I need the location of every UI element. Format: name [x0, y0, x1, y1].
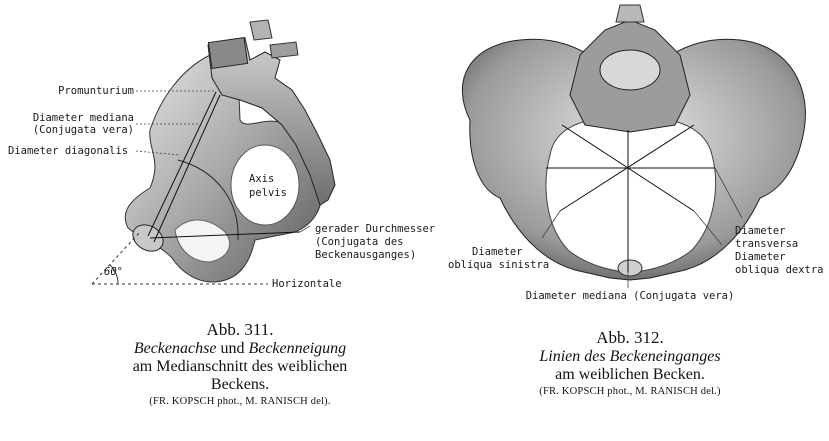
- label-axis: Axis: [249, 173, 275, 185]
- label-diameter-transversa-2: transversa: [735, 238, 799, 250]
- caption-312-number: Abb. 312.: [596, 328, 664, 347]
- label-diameter-mediana: Diameter mediana (Conjugata vera): [525, 290, 735, 302]
- caption-311-line3: Beckens.: [210, 376, 270, 393]
- caption-311-line1: Beckenachse und Beckenneigung: [133, 340, 347, 357]
- label-diameter-obliqua-dextra-1: Diameter: [735, 251, 786, 263]
- caption-312-credit: (FR. KOPSCH phot., M. RANISCH del.): [539, 386, 721, 397]
- label-diameter-obliqua-dextra-2: obliqua dextra: [735, 264, 824, 276]
- figure-312: [430, 0, 829, 441]
- caption-312-line1: Linien des Beckeneinganges: [539, 348, 721, 365]
- label-promunturium: Promunturium: [58, 85, 134, 97]
- label-diameter-obliqua-sinistra-1: Diameter: [472, 246, 523, 258]
- label-pelvis: pelvis: [249, 187, 287, 199]
- label-diameter-diagonalis: Diameter diagonalis: [8, 145, 129, 157]
- label-conjugata-vera: (Conjugata vera): [32, 124, 134, 136]
- label-diameter-transversa-1: Diameter: [735, 225, 786, 237]
- label-diameter-mediana: Diameter mediana: [32, 112, 134, 124]
- caption-312-line2: am weiblichen Becken.: [555, 366, 705, 383]
- caption-311-credit: (FR. KOPSCH phot., M. RANISCH del).: [149, 396, 331, 407]
- caption-312: [490, 328, 770, 397]
- label-beckenausganges: Beckenausganges): [315, 249, 417, 261]
- caption-311-number: Abb. 311.: [206, 320, 274, 339]
- label-conjugata-des: (Conjugata des: [315, 236, 404, 248]
- caption-311: [80, 320, 400, 407]
- caption-311-line2: am Medianschnitt des weiblichen: [132, 358, 348, 375]
- label-horizontale: Horizontale: [272, 278, 342, 290]
- label-diameter-obliqua-sinistra-2: obliqua sinistra: [448, 259, 550, 271]
- label-angle: 60°: [104, 266, 123, 278]
- label-gerader-durchmesser: gerader Durchmesser: [315, 223, 436, 235]
